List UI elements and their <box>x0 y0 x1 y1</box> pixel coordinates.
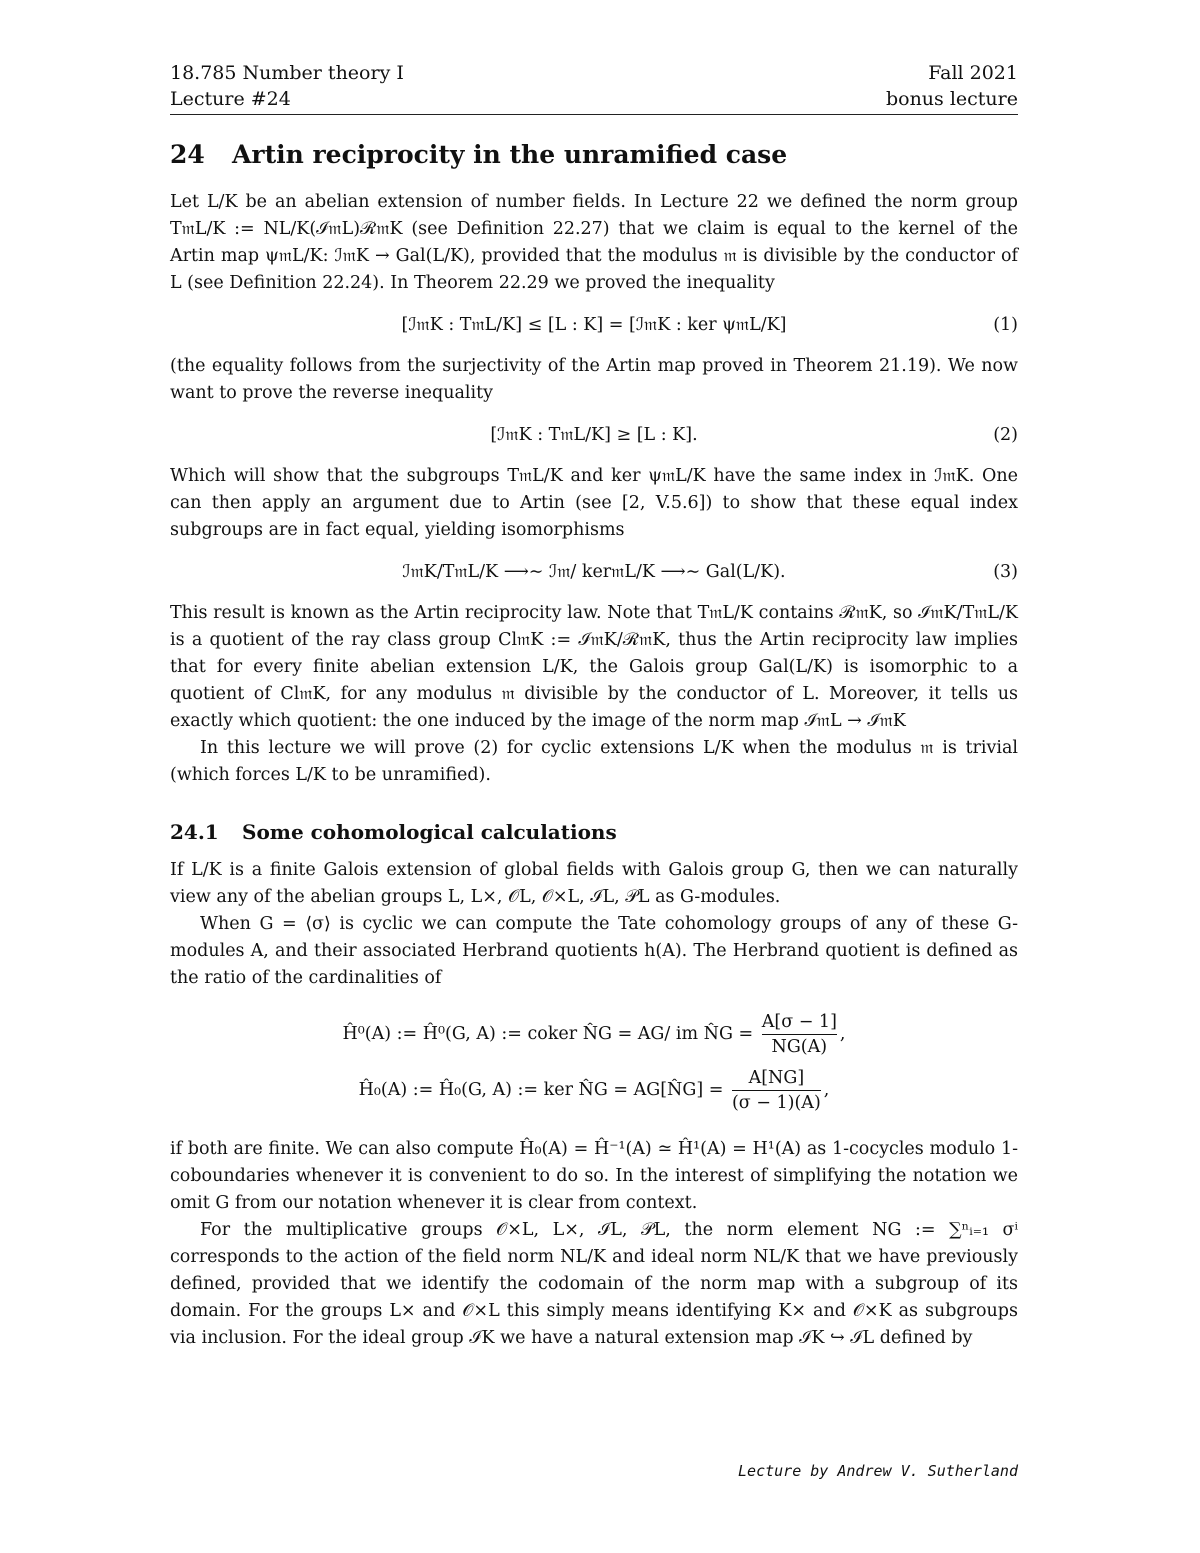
equation-2 <box>170 421 1018 449</box>
fraction-h0-upper <box>762 1010 837 1059</box>
section-number: 24 <box>170 140 205 169</box>
fraction-h0-lower <box>732 1066 821 1115</box>
display-herbrand <box>170 1006 1018 1118</box>
page <box>170 60 1018 1352</box>
equation-1 <box>170 311 1018 339</box>
equation-2-body: [ℐ𝔪K : T𝔪L/K] ≥ [L : K]. <box>490 425 698 445</box>
paragraph-reverse-inequality: (the equality follows from the surjectivity of the Artin map proved in Theorem 21.19). We now want to prove the reverse inequality <box>170 356 1018 403</box>
term: Fall 2021 <box>928 62 1018 84</box>
lecture-kind: bonus lecture <box>885 88 1018 110</box>
paragraph-reciprocity-law: This result is known as the Artin reciprocity law. Note that T𝔪L/K contains ℛ𝔪K, so ℐ𝔪K/T𝔪L/K is a quotient of the ray class group Cl𝔪K := ℐ𝔪K/ℛ𝔪K, thus the Artin reciprocity law implies that for every finite abelian extension L/K, the Galois group Gal(L/K) is isomorphic to a quotient of Cl𝔪K, for any modulus 𝔪 divisible by the conductor of L. Moreover, it tells us exactly which quotient: the one induced by the image of the norm map ℐ𝔪L → ℐ𝔪K <box>170 603 1018 731</box>
fraction-h0-upper-den: NG(A) <box>762 1034 837 1059</box>
paragraph-lecture-goal: In this lecture we will prove (2) for cyclic extensions L/K when the modulus 𝔪 is trivial (which forces L/K to be unramified). <box>170 738 1018 785</box>
equation-1-tag: (1) <box>993 315 1018 335</box>
fraction-h0-lower-num: A[NG] <box>748 1068 805 1088</box>
display-line-h0-upper: Ĥ⁰(A) := Ĥ⁰(G, A) := coker N̂G = AG/ im N̂G = $\frac{A[\sigma - 1]}{NG(A)}$ , <box>342 1012 846 1057</box>
display-h0-lower-lhs: Ĥ₀(A) := Ĥ₀(G, A) := ker N̂G = AG[N̂G] = <box>358 1080 724 1100</box>
paragraph-intro: Let L/K be an abelian extension of number fields. In Lecture 22 we defined the norm group T𝔪L/K := NL/K(ℐ𝔪L)ℛ𝔪K (see Definition 22.27) that we claim is equal to the kernel of the Artin map ψ𝔪L/K: ℐ𝔪K → Gal(L/K), provided that the modulus 𝔪 is divisible by the conductor of L (see Definition 22.24). In Theorem 22.29 we proved the inequality <box>170 192 1018 293</box>
running-header-bottom <box>170 86 1018 112</box>
section-title: Artin reciprocity in the unramified case <box>232 140 788 169</box>
paragraph-cocycles: if both are finite. We can also compute Ĥ₀(A) = Ĥ⁻¹(A) ≃ Ĥ¹(A) = H¹(A) as 1-cocycles modulo 1-coboundaries whenever it is convenient to do so. In the interest of simplifying the notation we omit G from our notation whenever it is clear from context. <box>170 1139 1018 1213</box>
display-line-h0-lower: Ĥ₀(A) := Ĥ₀(G, A) := ker N̂G = AG[N̂G] = $\frac{A[NG]}{(\sigma - 1)(A)}$ , <box>358 1068 830 1113</box>
subsection-title: Some cohomological calculations <box>242 820 617 844</box>
lecture-number: Lecture #24 <box>170 88 291 110</box>
equation-3 <box>170 558 1018 586</box>
section-heading <box>170 139 1018 171</box>
course-title: 18.785 Number theory I <box>170 62 404 84</box>
paragraph-same-index: Which will show that the subgroups T𝔪L/K and ker ψ𝔪L/K have the same index in ℐ𝔪K. One can then apply an argument due to Artin (see [2, V.5.6]) to show that these equal index subgroups are in fact equal, yielding isomorphisms <box>170 466 1018 540</box>
subsection-number: 24.1 <box>170 820 219 844</box>
display-h0-upper-lhs: Ĥ⁰(A) := Ĥ⁰(G, A) := coker N̂G = AG/ im N̂G = <box>342 1024 754 1044</box>
footer-author: Lecture by Andrew V. Sutherland <box>738 1462 1018 1480</box>
equation-2-tag: (2) <box>993 425 1018 445</box>
header-rule <box>170 114 1018 115</box>
running-header-top <box>170 60 1018 86</box>
paragraph-norm-element: For the multiplicative groups 𝒪×L, L×, ℐL, 𝒫L, the norm element NG := ∑ⁿᵢ₌₁ σⁱ corresponds to the action of the field norm NL/K and ideal norm NL/K that we have previously defined, provided that we identify the codomain of the norm map with a subgroup of its domain. For the groups L× and 𝒪×L this simply means identifying K× and 𝒪×K as subgroups via inclusion. For the ideal group ℐK we have a natural extension map ℐK ↪ ℐL defined by <box>170 1220 1018 1348</box>
equation-3-body: ℐ𝔪K/T𝔪L/K ⟶∼ ℐ𝔪/ ker𝔪L/K ⟶∼ Gal(L/K). <box>402 562 786 582</box>
paragraph-tate-cohomology: When G = ⟨σ⟩ is cyclic we can compute the Tate cohomology groups of any of these G-modules A, and their associated Herbrand quotients h(A). The Herbrand quotient is defined as the ratio of the cardinalities of <box>170 914 1018 988</box>
equation-3-tag: (3) <box>993 562 1018 582</box>
subsection-heading <box>170 819 1018 845</box>
fraction-h0-lower-den: (σ − 1)(A) <box>732 1090 821 1115</box>
paragraph-g-modules: If L/K is a finite Galois extension of global fields with Galois group G, then we can naturally view any of the abelian groups L, L×, 𝒪L, 𝒪×L, ℐL, 𝒫L as G-modules. <box>170 860 1018 907</box>
fraction-h0-upper-num: A[σ − 1] <box>761 1012 837 1032</box>
equation-1-body: [ℐ𝔪K : T𝔪L/K] ≤ [L : K] = [ℐ𝔪K : ker ψ𝔪L/K] <box>401 315 787 335</box>
